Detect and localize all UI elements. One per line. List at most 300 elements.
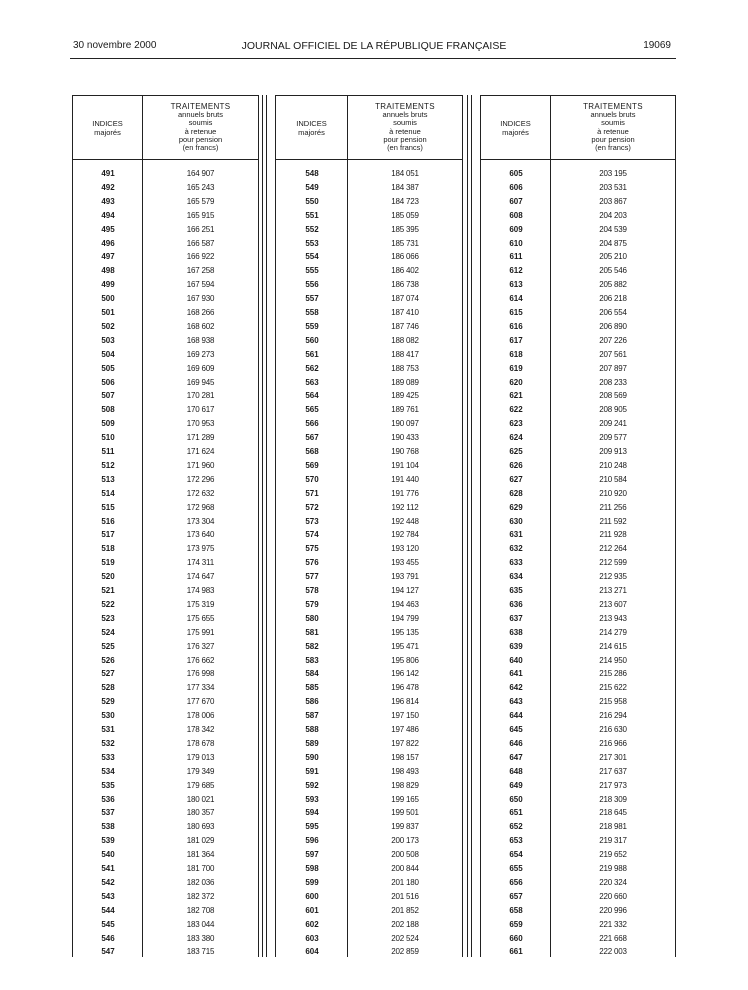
traitement-annuel: 194 463 (391, 599, 419, 609)
traitement-annuel: 179 013 (186, 752, 215, 762)
indice-majore: 613 (509, 280, 523, 290)
indice-majore: 630 (509, 516, 523, 526)
table-row (276, 600, 462, 614)
table-row (481, 656, 675, 670)
traitement-annuel: 204 539 (599, 224, 627, 234)
indice-majore: 625 (509, 447, 523, 456)
indice-majore: 533 (101, 752, 115, 762)
traitement-annuel: 183 044 (186, 919, 215, 929)
indice-majore: 560 (305, 335, 319, 345)
indice-majore: 592 (305, 780, 319, 790)
indice-majore: 516 (101, 516, 115, 526)
traitement-annuel: 164 907 (186, 169, 215, 178)
traitement-annuel: 212 264 (599, 544, 627, 554)
indice-majore: 653 (509, 836, 523, 846)
indice-majore: 491 (101, 169, 115, 178)
table-row (73, 266, 258, 280)
traitement-annuel: 217 973 (599, 780, 627, 790)
indice-majore: 654 (509, 850, 523, 860)
indice-majore: 546 (101, 933, 115, 943)
table-row (73, 239, 258, 253)
indice-majore: 638 (509, 627, 523, 637)
traitement-annuel: 221 668 (599, 933, 627, 943)
traitement-annuel: 193 455 (391, 558, 419, 568)
traitement-annuel: 198 829 (391, 780, 419, 790)
table-row (481, 544, 675, 558)
indice-majore: 656 (509, 877, 523, 887)
table-row (276, 280, 462, 294)
table-row (481, 405, 675, 419)
indice-majore: 594 (305, 808, 319, 818)
indice-majore: 588 (305, 725, 319, 734)
table-row (73, 211, 258, 225)
traitement-annuel: 221 332 (599, 919, 627, 929)
table-panel (480, 95, 676, 957)
traitement-annuel: 200 173 (391, 836, 419, 846)
traitement-annuel: 172 632 (186, 488, 215, 498)
table-row (481, 808, 675, 822)
traitement-annuel: 173 975 (186, 544, 215, 554)
header-traitements-line: pour pension (178, 134, 223, 144)
indice-majore: 511 (101, 447, 115, 456)
traitement-annuel: 174 647 (186, 572, 215, 582)
traitement-annuel: 175 319 (186, 599, 215, 609)
table-row (481, 697, 675, 711)
header-traitements-line: soumis (601, 118, 625, 128)
indice-majore: 659 (509, 919, 523, 929)
table-row (276, 656, 462, 670)
traitement-annuel: 193 791 (391, 572, 419, 582)
header-traitements-line: à retenue (597, 126, 629, 136)
indice-majore: 500 (101, 294, 115, 304)
table-row (73, 934, 258, 948)
table-row (73, 183, 258, 197)
indice-majore: 590 (305, 752, 319, 762)
table-row (481, 795, 675, 809)
traitement-annuel: 218 981 (599, 822, 627, 832)
table-row (481, 642, 675, 656)
indice-majore: 531 (101, 725, 115, 734)
indice-majore: 504 (101, 349, 115, 359)
traitement-annuel: 168 602 (186, 321, 215, 331)
traitement-annuel: 165 915 (186, 210, 215, 220)
traitement-annuel: 181 364 (186, 850, 215, 860)
indice-majore: 593 (305, 794, 319, 804)
table-row (481, 252, 675, 266)
traitement-annuel: 180 021 (186, 794, 215, 804)
table-row (73, 225, 258, 239)
indice-majore: 640 (509, 655, 523, 665)
table-row (73, 322, 258, 336)
table-row (73, 308, 258, 322)
header-indices-line: INDICES (296, 118, 327, 128)
indice-majore: 586 (305, 697, 319, 707)
indice-majore: 655 (509, 864, 523, 873)
table-row (276, 808, 462, 822)
table-row (481, 864, 675, 878)
indice-majore: 648 (509, 766, 523, 776)
table-row (276, 350, 462, 364)
table-row (481, 572, 675, 586)
traitement-annuel: 190 768 (391, 447, 419, 456)
table-row (481, 920, 675, 934)
traitement-annuel: 187 410 (391, 308, 419, 317)
table-row (481, 197, 675, 211)
journal-title: JOURNAL OFFICIEL DE LA RÉPUBLIQUE FRANÇAISE (241, 40, 507, 52)
table-row (276, 920, 462, 934)
indice-majore: 643 (509, 697, 523, 707)
table-row (73, 517, 258, 531)
indice-majore: 610 (509, 238, 523, 248)
table-row (73, 169, 258, 183)
traitement-annuel: 187 074 (391, 294, 419, 304)
traitement-annuel: 215 622 (599, 683, 627, 693)
traitement-annuel: 202 524 (391, 933, 419, 943)
table-row (73, 711, 258, 725)
traitement-annuel: 188 417 (391, 349, 419, 359)
indice-majore: 606 (509, 182, 523, 192)
indice-majore: 617 (509, 335, 523, 345)
traitement-annuel: 209 577 (599, 433, 627, 443)
table-row (481, 433, 675, 447)
header-traitements-line: (en francs) (182, 142, 219, 152)
traitement-annuel: 214 615 (599, 641, 627, 651)
table-row (73, 683, 258, 697)
header-traitements-line: TRAITEMENTS (375, 101, 435, 111)
header-traitements-line: annuels bruts (590, 110, 636, 120)
table-row (276, 795, 462, 809)
traitement-annuel: 203 531 (599, 182, 627, 192)
indice-majore: 587 (305, 711, 319, 721)
indice-majore: 558 (305, 308, 319, 317)
traitement-annuel: 175 991 (186, 627, 215, 637)
traitement-annuel: 214 279 (599, 627, 627, 637)
indice-majore: 636 (509, 599, 523, 609)
traitement-annuel: 166 587 (186, 238, 215, 248)
indice-majore: 547 (101, 947, 115, 957)
indice-majore: 618 (509, 349, 523, 359)
page-number: 19069 (643, 40, 671, 51)
table-row (481, 225, 675, 239)
indice-majore: 542 (101, 877, 115, 887)
traitement-annuel: 177 334 (186, 683, 215, 693)
traitement-annuel: 176 998 (186, 669, 215, 679)
indice-majore: 567 (305, 433, 319, 443)
traitement-annuel: 167 930 (186, 294, 215, 304)
indice-majore: 508 (101, 405, 115, 415)
table-row (276, 739, 462, 753)
table-row (73, 461, 258, 475)
traitement-annuel: 199 501 (391, 808, 419, 818)
indice-majore: 517 (101, 530, 115, 540)
indice-majore: 657 (509, 891, 523, 901)
indice-majore: 530 (101, 711, 115, 721)
table-row (481, 683, 675, 697)
traitement-annuel: 203 195 (599, 169, 627, 178)
traitement-annuel: 206 218 (599, 294, 627, 304)
header-indices-line: INDICES (92, 118, 123, 128)
table-row (73, 795, 258, 809)
table-row (276, 308, 462, 322)
traitement-annuel: 202 859 (391, 947, 419, 957)
traitement-annuel: 185 059 (391, 210, 419, 220)
traitement-annuel: 191 776 (391, 488, 419, 498)
indice-majore: 495 (101, 224, 115, 234)
header-traitements-line: annuels bruts (382, 110, 428, 120)
traitement-annuel: 218 309 (599, 794, 627, 804)
traitement-annuel: 219 652 (599, 850, 627, 860)
traitement-annuel: 213 607 (599, 599, 627, 609)
table-row (276, 461, 462, 475)
traitement-annuel: 179 349 (186, 766, 215, 776)
indice-majore: 541 (101, 864, 115, 873)
indice-majore: 628 (509, 488, 523, 498)
table-row (276, 183, 462, 197)
table-row (73, 906, 258, 920)
indice-majore: 512 (101, 460, 115, 470)
header-traitements-line: à retenue (184, 126, 217, 136)
traitement-annuel: 220 324 (599, 877, 627, 887)
table-row (481, 350, 675, 364)
traitement-annuel: 207 897 (599, 363, 627, 373)
header-traitements (551, 96, 675, 159)
table-row (73, 850, 258, 864)
table-row (276, 586, 462, 600)
traitement-annuel: 214 950 (599, 655, 627, 665)
table-row (481, 781, 675, 795)
indice-majore: 499 (101, 280, 115, 290)
indice-majore: 520 (101, 572, 115, 582)
indice-majore: 526 (101, 655, 115, 665)
table-row (276, 878, 462, 892)
table-row (276, 405, 462, 419)
indice-majore: 591 (305, 766, 319, 776)
table-header (276, 96, 462, 160)
indice-majore: 493 (101, 196, 115, 206)
traitement-annuel: 194 127 (391, 586, 419, 595)
traitement-annuel: 220 660 (599, 891, 627, 901)
table-row (276, 836, 462, 850)
indice-majore: 515 (101, 502, 115, 512)
table-row (481, 878, 675, 892)
indice-majore: 622 (509, 405, 523, 415)
traitement-annuel: 189 089 (391, 377, 419, 387)
indice-majore: 513 (101, 474, 115, 484)
indice-majore: 627 (509, 474, 523, 484)
indice-majore: 612 (509, 266, 523, 276)
indice-majore: 545 (101, 919, 115, 929)
table-row (481, 461, 675, 475)
indice-majore: 650 (509, 794, 523, 804)
header-traitements-line: à retenue (389, 126, 421, 136)
traitement-annuel: 211 592 (599, 516, 627, 526)
indice-majore: 645 (509, 725, 523, 734)
table-row (276, 683, 462, 697)
traitement-annuel: 183 715 (186, 947, 215, 957)
traitement-annuel: 169 945 (186, 377, 215, 387)
traitement-annuel: 213 271 (599, 586, 627, 595)
traitement-annuel: 209 913 (599, 447, 627, 456)
table-row (276, 572, 462, 586)
table-row (276, 419, 462, 433)
indice-majore: 637 (509, 613, 523, 623)
traitement-annuel: 199 165 (391, 794, 419, 804)
traitement-annuel: 168 938 (186, 335, 215, 345)
indice-majore: 651 (509, 808, 523, 818)
table-row (481, 266, 675, 280)
traitement-annuel: 182 708 (186, 905, 215, 915)
traitement-annuel: 198 157 (391, 752, 419, 762)
traitement-annuel: 165 243 (186, 182, 215, 192)
header-traitements-line: soumis (188, 118, 213, 128)
table-row (481, 711, 675, 725)
indice-majore: 514 (101, 488, 115, 498)
traitement-annuel: 204 203 (599, 210, 627, 220)
table-row (73, 920, 258, 934)
indice-majore: 548 (305, 169, 319, 178)
traitement-annuel: 184 051 (391, 169, 419, 178)
table-row (276, 767, 462, 781)
indice-majore: 611 (509, 252, 523, 262)
traitement-annuel: 191 440 (391, 474, 419, 484)
table-row (481, 725, 675, 739)
table-row (73, 739, 258, 753)
traitement-annuel: 170 281 (186, 391, 215, 401)
traitement-annuel: 170 953 (186, 419, 215, 429)
table-row (73, 878, 258, 892)
table-header (73, 96, 258, 160)
traitement-annuel: 196 142 (391, 669, 419, 679)
indice-majore: 608 (509, 210, 523, 220)
traitement-annuel: 200 508 (391, 850, 419, 860)
traitement-annuel: 208 233 (599, 377, 627, 387)
traitement-annuel: 174 983 (186, 586, 215, 595)
traitement-annuel: 206 554 (599, 308, 627, 317)
table-row (481, 614, 675, 628)
traitement-annuel: 183 380 (186, 933, 215, 943)
indice-majore: 599 (305, 877, 319, 887)
header-traitements-line: TRAITEMENTS (583, 101, 643, 111)
header-indices-line: majorés (502, 127, 529, 137)
table-row (481, 308, 675, 322)
traitement-annuel: 176 662 (186, 655, 215, 665)
traitement-annuel: 167 258 (186, 266, 215, 276)
table-row (481, 294, 675, 308)
indice-majore: 583 (305, 655, 319, 665)
traitement-annuel: 217 637 (599, 766, 627, 776)
indice-majore: 507 (101, 391, 115, 401)
traitement-annuel: 192 448 (391, 516, 419, 526)
traitement-annuel: 202 188 (391, 919, 419, 929)
traitement-annuel: 184 387 (391, 182, 419, 192)
traitement-annuel: 191 104 (391, 460, 419, 470)
indice-majore: 494 (101, 210, 115, 220)
indice-majore: 522 (101, 599, 115, 609)
traitement-annuel: 186 738 (391, 280, 419, 290)
indice-majore: 605 (509, 169, 523, 178)
traitement-annuel: 173 304 (186, 516, 215, 526)
traitement-annuel: 216 630 (599, 725, 627, 734)
indice-majore: 497 (101, 252, 115, 262)
table-row (276, 530, 462, 544)
table-row (276, 489, 462, 503)
table-row (73, 822, 258, 836)
table-row (276, 947, 462, 961)
traitement-annuel: 219 988 (599, 864, 627, 873)
indice-majore: 525 (101, 641, 115, 651)
indice-majore: 563 (305, 377, 319, 387)
table-row (73, 475, 258, 489)
header-date: 30 novembre 2000 (73, 40, 157, 51)
traitement-annuel: 201 180 (391, 877, 419, 887)
table-row (276, 252, 462, 266)
indice-majore: 619 (509, 363, 523, 373)
indice-majore: 505 (101, 363, 115, 373)
traitement-annuel: 178 006 (186, 711, 215, 721)
indice-majore: 536 (101, 794, 115, 804)
indice-majore: 661 (509, 947, 523, 957)
traitement-annuel: 169 273 (186, 349, 215, 359)
table-row (73, 628, 258, 642)
indice-majore: 503 (101, 335, 115, 345)
traitement-annuel: 167 594 (186, 280, 215, 290)
table-row (481, 892, 675, 906)
indice-majore: 647 (509, 752, 523, 762)
table-row (73, 280, 258, 294)
table-row (276, 517, 462, 531)
table-row (276, 391, 462, 405)
indice-majore: 502 (101, 321, 115, 331)
indice-majore: 635 (509, 586, 523, 595)
indice-majore: 572 (305, 502, 319, 512)
table-row (73, 669, 258, 683)
table-row (276, 225, 462, 239)
indice-majore: 658 (509, 905, 523, 915)
indice-majore: 544 (101, 905, 115, 915)
table-row (481, 836, 675, 850)
traitement-annuel: 177 670 (186, 697, 215, 707)
indice-majore: 660 (509, 933, 523, 943)
indice-majore: 649 (509, 780, 523, 790)
table-row (276, 781, 462, 795)
indice-majore: 584 (305, 669, 319, 679)
table-row (481, 558, 675, 572)
traitement-annuel: 211 256 (599, 502, 627, 512)
indice-majore: 535 (101, 780, 115, 790)
indice-majore: 595 (305, 822, 319, 832)
traitement-annuel: 211 928 (599, 530, 627, 540)
indice-majore: 532 (101, 738, 115, 748)
table-row (276, 725, 462, 739)
indice-majore: 579 (305, 599, 319, 609)
indice-majore: 582 (305, 641, 319, 651)
traitement-annuel: 212 935 (599, 572, 627, 582)
traitement-annuel: 190 433 (391, 433, 419, 443)
traitement-annuel: 171 289 (186, 433, 215, 443)
indice-majore: 549 (305, 182, 319, 192)
traitement-annuel: 186 402 (391, 266, 419, 276)
table-row (276, 934, 462, 948)
indice-majore: 543 (101, 891, 115, 901)
table-row (73, 558, 258, 572)
traitement-annuel: 181 029 (186, 836, 215, 846)
table-row (481, 503, 675, 517)
traitement-annuel: 195 471 (391, 641, 419, 651)
indice-majore: 609 (509, 224, 523, 234)
table-row (276, 211, 462, 225)
traitement-annuel: 207 226 (599, 335, 627, 345)
traitement-annuel: 168 266 (186, 308, 215, 317)
